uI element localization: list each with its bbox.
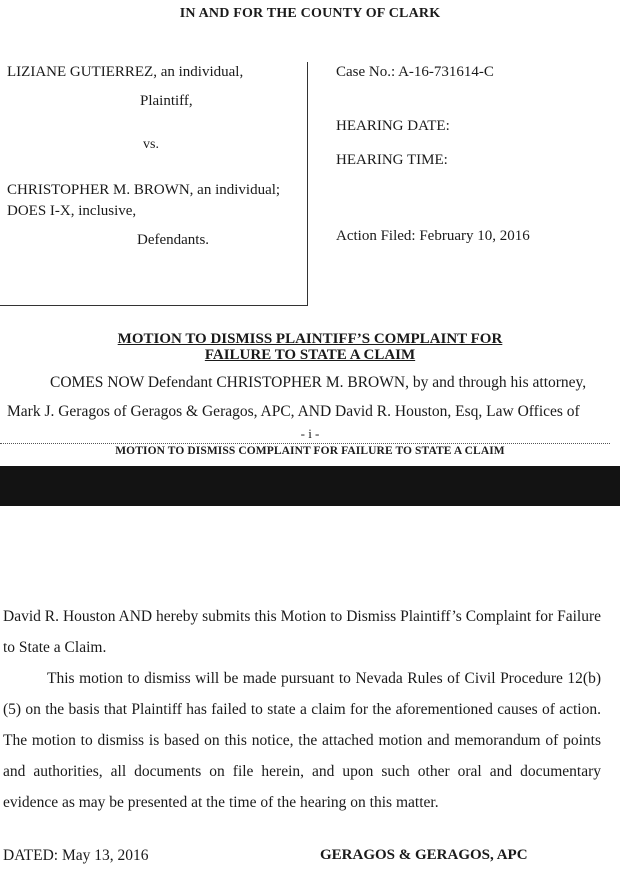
motion-title-line2: FAILURE TO STATE A CLAIM — [204, 347, 416, 363]
plaintiff-name: LIZIANE GUTIERREZ, an individual, — [7, 64, 244, 80]
footer-title: MOTION TO DISMISS COMPLAINT FOR FAILURE TO STATE A CLAIM — [115, 445, 505, 457]
defendant-role: Defendants. — [137, 232, 210, 248]
motion-title-line1: MOTION TO DISMISS PLAINTIFF’S COMPLAINT FOR — [117, 331, 503, 347]
dated-line: DATED: May 13, 2016 — [3, 847, 149, 864]
page-separator — [0, 466, 620, 506]
defendant-does: DOES I-X, inclusive, — [7, 203, 137, 219]
court-caption: IN AND FOR THE COUNTY OF CLARK — [179, 6, 441, 21]
firm-name: GERAGOS & GERAGOS, APC — [320, 847, 528, 863]
paragraph-1: David R. Houston AND hereby submits this Motion to Dismiss Plaintiff’s Complaint for Failure to State a Claim. — [3, 608, 601, 656]
body-line-2: Mark J. Geragos of Geragos & Geragos, APC, AND David R. Houston, Esq, Law Offices of — [7, 403, 580, 420]
hearing-date: HEARING DATE: — [336, 118, 450, 134]
action-filed: Action Filed: February 10, 2016 — [336, 228, 530, 244]
footer-divider — [0, 443, 610, 444]
paragraph-2: This motion to dismiss will be made pursuant to Nevada Rules of Civil Procedure 12(b)(5) on the basis that Plaintiff has failed to state a claim for the aforementioned causes of action. The motion to dismiss is based on this notice, the attached motion and memorandum of points and authorities, all documents on file herein, and upon such other oral and documentary evidence as may be presented at the time of the hearing on this matter. — [3, 670, 601, 811]
plaintiff-role: Plaintiff, — [140, 93, 193, 109]
defendant-name: CHRISTOPHER M. BROWN, an individual; — [7, 182, 281, 198]
page-number: - i - — [300, 426, 320, 441]
hearing-time: HEARING TIME: — [336, 152, 448, 168]
case-number: Case No.: A-16-731614-C — [336, 64, 494, 80]
body-line-1: COMES NOW Defendant CHRISTOPHER M. BROWN, by and through his attorney, — [50, 374, 587, 391]
versus-label: vs. — [143, 137, 159, 152]
